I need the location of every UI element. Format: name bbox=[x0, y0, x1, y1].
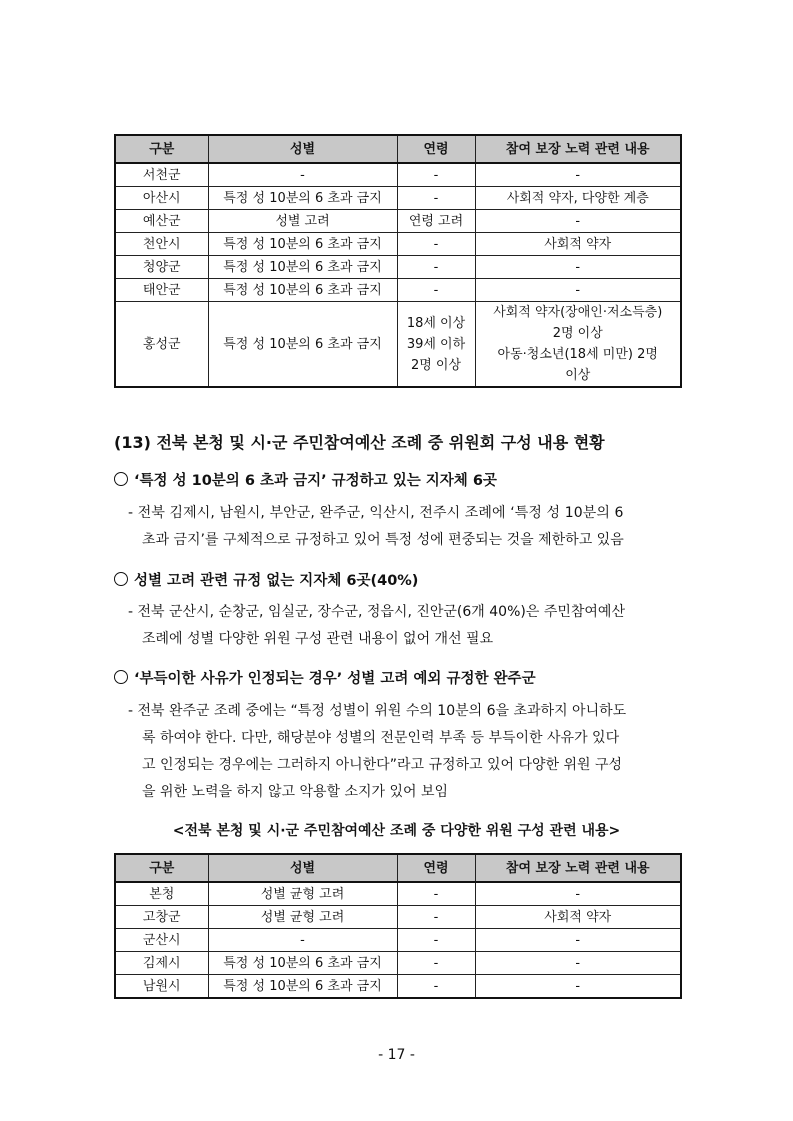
cell-gender: 성별 균형 고려 bbox=[208, 906, 397, 929]
cell-category: 천안시 bbox=[115, 233, 208, 256]
table-header-row bbox=[115, 135, 681, 163]
body-line: 조례에 성별 다양한 위원 구성 관련 내용이 없어 개선 필요 bbox=[142, 631, 494, 647]
cell-age: 연령 고려 bbox=[397, 210, 475, 233]
header-category: 구분 bbox=[115, 854, 208, 882]
table-row bbox=[115, 279, 681, 302]
cell-participation: - bbox=[475, 279, 681, 302]
cell-gender: - bbox=[208, 929, 397, 952]
header-age: 연령 bbox=[397, 135, 475, 163]
table-row bbox=[115, 906, 681, 929]
bullet-title-text: ‘부득이한 사유가 인정되는 경우’ 성별 고려 예외 규정한 완주군 bbox=[134, 671, 536, 687]
table-jeonbuk-ordinances bbox=[114, 853, 682, 999]
cell-gender: 특정 성 10분의 6 초과 금지 bbox=[208, 302, 397, 388]
cell-age: - bbox=[397, 929, 475, 952]
table-row bbox=[115, 163, 681, 187]
cell-participation: - bbox=[475, 163, 681, 187]
cell-category: 서천군 bbox=[115, 163, 208, 187]
cell-line: 2명 이상 bbox=[552, 326, 603, 341]
body-line: - 전북 김제시, 남원시, 부안군, 완주군, 익산시, 전주시 조례에 ‘특정 성 10분의 6 bbox=[128, 505, 624, 521]
body-line: 을 위한 노력을 하지 않고 악용할 소지가 있어 보임 bbox=[142, 784, 449, 800]
cell-category: 고창군 bbox=[115, 906, 208, 929]
table-row bbox=[115, 882, 681, 906]
body-line: - 전북 군산시, 순창군, 임실군, 장수군, 정읍시, 진안군(6개 40%)은 주민참여예산 bbox=[128, 604, 625, 620]
table-row bbox=[115, 256, 681, 279]
cell-gender: 특정 성 10분의 6 초과 금지 bbox=[208, 975, 397, 999]
cell-gender: 특정 성 10분의 6 초과 금지 bbox=[208, 256, 397, 279]
cell-gender: 성별 고려 bbox=[208, 210, 397, 233]
table-row bbox=[115, 952, 681, 975]
cell-age: - bbox=[397, 279, 475, 302]
cell-age: - bbox=[397, 233, 475, 256]
body-line: 초과 금지’를 구체적으로 규정하고 있어 특정 성에 편중되는 것을 제한하고 있음 bbox=[142, 532, 624, 548]
cell-gender: - bbox=[208, 163, 397, 187]
bullet-title bbox=[114, 667, 536, 688]
cell-age: - bbox=[397, 163, 475, 187]
cell-category: 군산시 bbox=[115, 929, 208, 952]
cell-age: - bbox=[397, 882, 475, 906]
bullet-title bbox=[114, 469, 497, 490]
cell-age: - bbox=[397, 187, 475, 210]
cell-participation: 사회적 약자 bbox=[475, 233, 681, 256]
cell-participation: 사회적 약자 bbox=[475, 906, 681, 929]
cell-participation: - bbox=[475, 952, 681, 975]
cell-category: 본청 bbox=[115, 882, 208, 906]
cell-line: 39세 이하 bbox=[406, 336, 466, 352]
cell-line: 18세 이상 bbox=[406, 315, 466, 331]
cell-gender: 특정 성 10분의 6 초과 금지 bbox=[208, 279, 397, 302]
bullet-title-text: ‘특정 성 10분의 6 초과 금지’ 규정하고 있는 지자체 6곳 bbox=[134, 473, 497, 489]
cell-category: 아산시 bbox=[115, 187, 208, 210]
cell-participation: - bbox=[475, 929, 681, 952]
circle-bullet-icon bbox=[114, 670, 128, 684]
table-row bbox=[115, 975, 681, 999]
table-row bbox=[115, 929, 681, 952]
cell-participation: 사회적 약자, 다양한 계층 bbox=[475, 187, 681, 210]
table-row bbox=[115, 233, 681, 256]
cell-participation bbox=[475, 302, 681, 388]
cell-category: 남원시 bbox=[115, 975, 208, 999]
cell-category: 김제시 bbox=[115, 952, 208, 975]
cell-line: 사회적 약자(장애인·저소득층) bbox=[493, 305, 663, 320]
circle-bullet-icon bbox=[114, 472, 128, 486]
cell-category: 태안군 bbox=[115, 279, 208, 302]
cell-category: 예산군 bbox=[115, 210, 208, 233]
cell-age: - bbox=[397, 906, 475, 929]
cell-gender: 특정 성 10분의 6 초과 금지 bbox=[208, 952, 397, 975]
circle-bullet-icon bbox=[114, 572, 128, 586]
cell-line: 이상 bbox=[565, 368, 591, 383]
cell-age: - bbox=[397, 952, 475, 975]
table-row bbox=[115, 210, 681, 233]
cell-participation: - bbox=[475, 882, 681, 906]
header-category: 구분 bbox=[115, 135, 208, 163]
cell-participation: - bbox=[475, 256, 681, 279]
page-number: - 17 - bbox=[378, 1047, 415, 1063]
cell-gender: 성별 균형 고려 bbox=[208, 882, 397, 906]
header-participation: 참여 보장 노력 관련 내용 bbox=[475, 135, 681, 163]
header-gender: 성별 bbox=[208, 854, 397, 882]
cell-category: 청양군 bbox=[115, 256, 208, 279]
cell-category: 홍성군 bbox=[115, 302, 208, 388]
section-heading: (13) 전북 본청 및 시·군 주민참여예산 조례 중 위원회 구성 내용 현황 bbox=[114, 433, 605, 452]
cell-line: 아동·청소년(18세 미만) 2명 bbox=[497, 347, 658, 362]
cell-age bbox=[397, 302, 475, 388]
header-participation: 참여 보장 노력 관련 내용 bbox=[475, 854, 681, 882]
bullet-title-text: 성별 고려 관련 규정 없는 지자체 6곳(40%) bbox=[134, 573, 419, 589]
cell-gender: 특정 성 10분의 6 초과 금지 bbox=[208, 233, 397, 256]
header-age: 연령 bbox=[397, 854, 475, 882]
cell-participation: - bbox=[475, 210, 681, 233]
body-line: 록 하여야 한다. 다만, 해당분야 성별의 전문인력 부족 등 부득이한 사유가 있다 bbox=[142, 730, 620, 746]
table-row bbox=[115, 302, 681, 388]
body-line: 고 인정되는 경우에는 그러하지 아니한다”라고 규정하고 있어 다양한 위원 구성 bbox=[142, 757, 623, 773]
table-regional-ordinances bbox=[114, 134, 682, 388]
table-header-row bbox=[115, 854, 681, 882]
cell-gender: 특정 성 10분의 6 초과 금지 bbox=[208, 187, 397, 210]
cell-line: 2명 이상 bbox=[410, 357, 462, 373]
table-row bbox=[115, 187, 681, 210]
cell-participation: - bbox=[475, 975, 681, 999]
header-gender: 성별 bbox=[208, 135, 397, 163]
table-caption: <전북 본청 및 시·군 주민참여예산 조례 중 다양한 위원 구성 관련 내용> bbox=[172, 823, 621, 839]
bullet-title bbox=[114, 569, 418, 590]
body-line: - 전북 완주군 조례 중에는 “특정 성별이 위원 수의 10분의 6을 초과하지 아니하도 bbox=[128, 703, 627, 719]
cell-age: - bbox=[397, 256, 475, 279]
cell-age: - bbox=[397, 975, 475, 999]
